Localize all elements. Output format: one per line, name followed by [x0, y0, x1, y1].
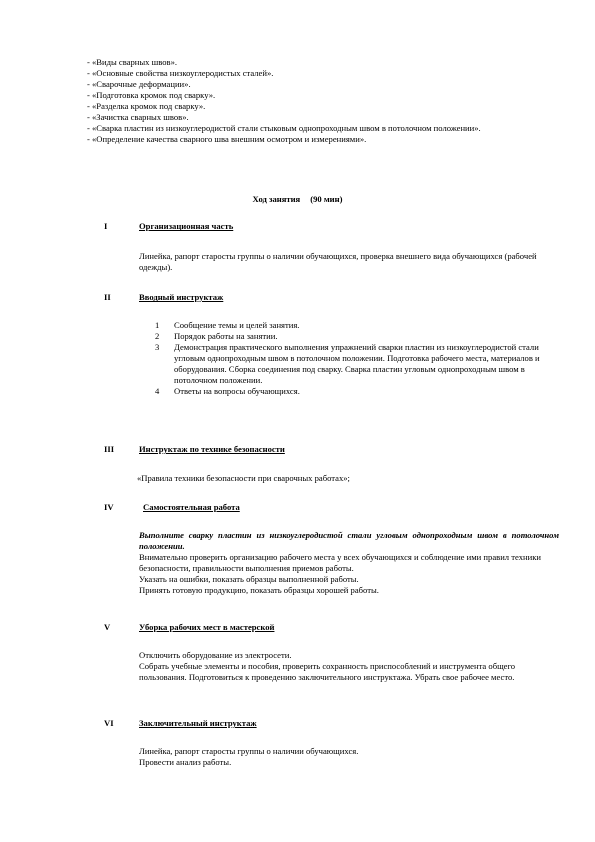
section-numeral: IV — [104, 502, 114, 512]
section-title: Организационная часть — [139, 221, 234, 231]
list-item-number: 2 — [155, 331, 160, 341]
paragraph: Линейка, рапорт старосты группы о наличии обучающихся. — [139, 746, 359, 756]
list-item — [155, 331, 555, 342]
list-item-text: Ответы на вопросы обучающихся. — [174, 386, 300, 396]
list-item — [155, 320, 555, 331]
topic-list — [87, 57, 557, 145]
lesson-heading — [0, 194, 595, 205]
list-item — [155, 342, 555, 386]
section-numeral: II — [104, 292, 111, 302]
paragraph: Указать на ошибки, показать образцы выполненной работы. — [139, 574, 359, 584]
heading-label: Ход занятия — [252, 194, 301, 204]
section-title: Уборка рабочих мест в мастерской — [139, 622, 275, 632]
list-item-text: Порядок работы на занятии. — [174, 331, 278, 341]
section-title: Самостоятельная работа — [143, 502, 240, 512]
section-numeral: V — [104, 622, 111, 632]
section-title: Вводный инструктаж — [139, 292, 224, 302]
briefing-list — [155, 320, 555, 397]
topic-item: - «Сварочные деформации». — [87, 79, 191, 89]
section-numeral: VI — [104, 718, 114, 728]
section-title: Заключительный инструктаж — [139, 718, 257, 728]
section-title: Инструктаж по технике безопасности — [139, 444, 285, 454]
section-final-briefing-body — [139, 746, 559, 768]
topic-item: - «Сварка пластин из низкоуглеродистой стали стыковым однопроходным швом в потолочном положении». — [87, 123, 481, 133]
list-item-text: Демонстрация практического выполнения упражнений сварки пластин из низкоуглеродистой стали угловым однопроходным швом в потолочном положении. Подготовка рабочего места, материалов и оборудования. Сборка соединения под сварку. Сварка пластин угловым однопроходным швом в потолочном положении. — [174, 342, 540, 385]
topic-item: - «Виды сварных швов». — [87, 57, 178, 67]
paragraph: Отключить оборудование из электросети. — [139, 650, 292, 660]
list-item-number: 4 — [155, 386, 160, 396]
list-item-text: Сообщение темы и целей занятия. — [174, 320, 300, 330]
list-item — [155, 386, 555, 397]
topic-item: - «Подготовка кромок под сварку». — [87, 90, 216, 100]
paragraph: «Правила техники безопасности при сварочных работах»; — [137, 473, 350, 483]
paragraph: Линейка, рапорт старосты группы о наличии обучающихся, проверка внешнего вида обучающихся (рабочей одежды). — [139, 251, 537, 272]
task-statement: Выполните сварку пластин из низкоуглеродистой стали угловым однопроходным швом в потолочном положении. — [139, 530, 559, 551]
section-safety-body — [137, 473, 557, 484]
paragraph: Собрать учебные элементы и пособия, проверить сохранность приспособлений и инструмента общего пользования. Подготовиться к проведению заключительного инструктажа. Убрать свое рабочее место. — [139, 661, 516, 682]
paragraph: Провести анализ работы. — [139, 757, 232, 767]
topic-item: - «Определение качества сварного шва внешним осмотром и измерениями». — [87, 134, 367, 144]
list-item-number: 3 — [155, 342, 160, 352]
topic-item: - «Разделка кромок под сварку». — [87, 101, 206, 111]
heading-duration: (90 мин) — [310, 194, 343, 204]
section-organizational-body — [139, 251, 559, 273]
section-independent-work-body — [139, 530, 559, 596]
paragraph: Принять готовую продукцию, показать образцы хорошей работы. — [139, 585, 379, 595]
topic-item: - «Зачистка сварных швов». — [87, 112, 189, 122]
section-workplace-cleanup-body — [139, 650, 559, 683]
paragraph: Внимательно проверить организацию рабочего места у всех обучающихся и соблюдение ими правил техники безопасности, правильности выполнения приемов работы. — [139, 552, 541, 573]
section-numeral: III — [104, 444, 115, 454]
list-item-number: 1 — [155, 320, 160, 330]
section-numeral: I — [104, 221, 108, 231]
topic-item: - «Основные свойства низкоуглеродистых сталей». — [87, 68, 274, 78]
